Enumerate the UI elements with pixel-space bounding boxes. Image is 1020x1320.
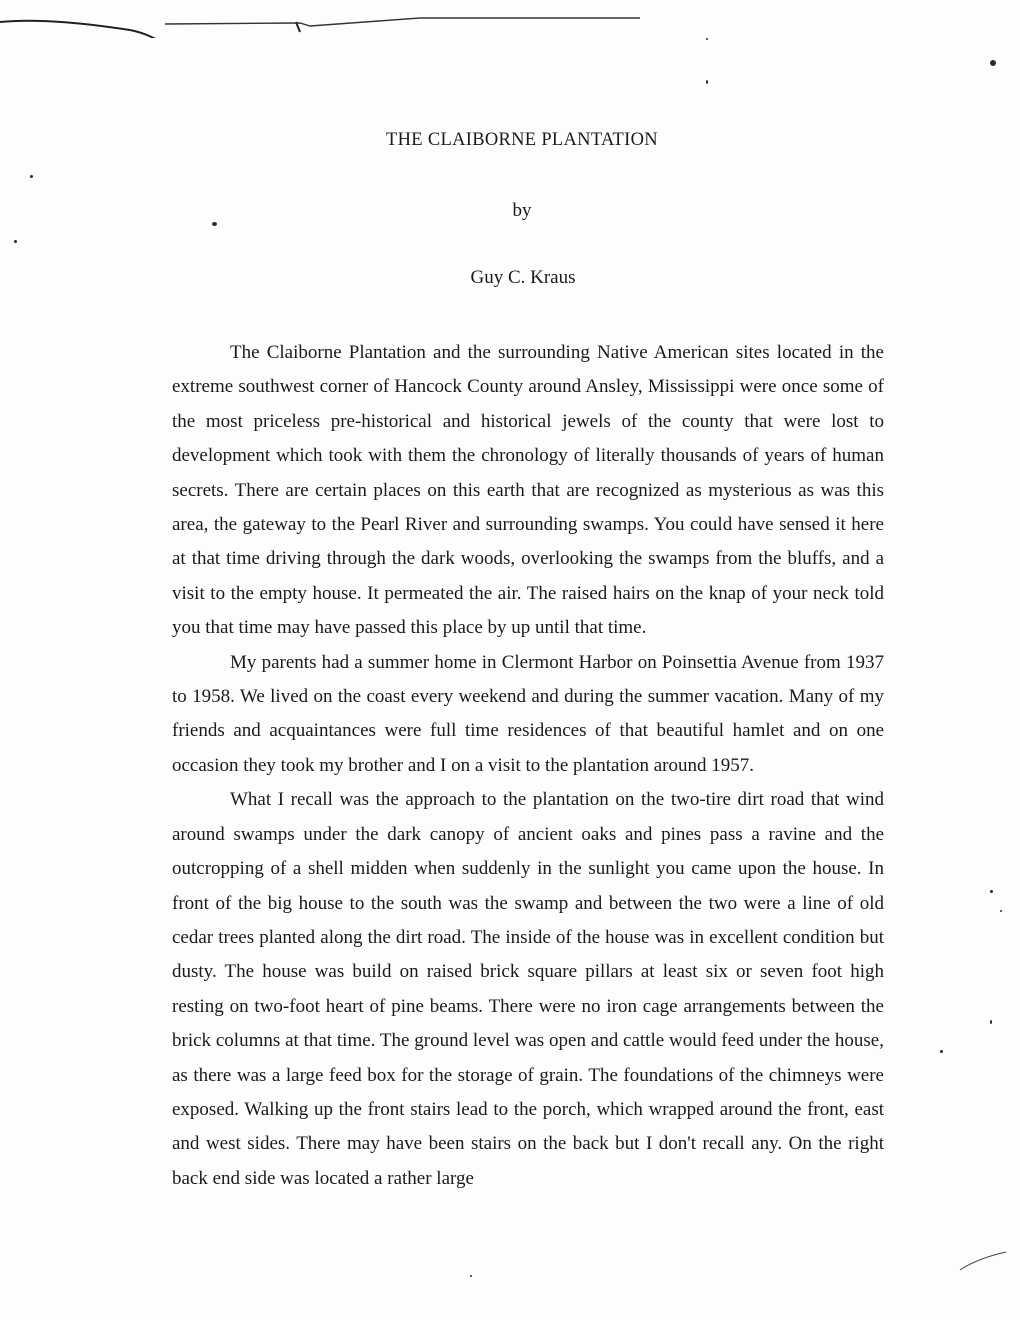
document-title: THE CLAIBORNE PLANTATION	[386, 130, 658, 150]
paragraph-3: What I recall was the approach to the plantation on the two-tire dirt road that wind around swamps under the dark canopy of ancient oaks and pines pass a ravine and the outcropping of a shell midden when suddenly in the sunlight you came upon the house. In front of the big house to the south was the swamp and between the two were a line of old cedar trees planted along the dirt road. The inside of the house was in excellent condition but dusty. The house was build on raised brick square pillars at least six or seven foot high resting on two-foot heart of pine beams. There were no iron cage arrangements between the brick columns at that time. The ground level was open and cattle would feed under the house, as there was a large feed box for the storage of grain. The foundations of the chimneys were exposed. Walking up the front stairs lead to the porch, which wrapped around the front, east and west sides. There may have been stairs on the back but I don't recall any. On the right back end side was located a rather large	[172, 789, 884, 1189]
scan-speck	[1000, 910, 1002, 912]
scan-speck	[14, 240, 17, 243]
scan-artifact-top-line	[0, 8, 640, 38]
scan-artifact-corner-mark	[958, 1244, 1008, 1274]
author-row	[0, 267, 1020, 289]
scan-speck	[706, 80, 708, 84]
paragraph-1: The Claiborne Plantation and the surrounding Native American sites located in the extreme southwest corner of Hancock County around Ansley, Mississippi were once some of the most priceless pre-historical and historical jewels of the county that were lost to development which took with them the chronology of literally thousands of years of human secrets. There are certain places on this earth that are recognized as mysterious as was this area, the gateway to the Pearl River and surrounding swamps. You could have sensed it here at that time driving through the dark woods, overlooking the swamps from the bluffs, and a visit to the empty house. It permeated the air. The raised hairs on the knap of your neck told you that time may have passed this place by up until that time.	[172, 342, 884, 639]
author-name: Guy C. Kraus	[470, 267, 576, 288]
scan-speck	[940, 1050, 943, 1053]
document-body	[172, 336, 884, 1196]
scan-speck	[990, 1020, 992, 1024]
scan-speck	[212, 222, 217, 226]
scan-speck	[30, 175, 33, 178]
document-title-row	[0, 130, 1020, 151]
scan-speck	[706, 38, 708, 40]
scan-speck	[990, 60, 996, 66]
scan-speck	[990, 890, 993, 893]
byline: by	[512, 200, 532, 221]
paragraph-2: My parents had a summer home in Clermont Harbor on Poinsettia Avenue from 1937 to 1958. We lived on the coast every weekend and during the summer vacation. Many of my friends and acquaintances were full time residences of that beautiful hamlet and on one occasion they took my brother and I on a visit to the plantation around 1957.	[172, 651, 884, 776]
scan-speck	[470, 1275, 472, 1277]
byline-row	[0, 200, 1020, 222]
